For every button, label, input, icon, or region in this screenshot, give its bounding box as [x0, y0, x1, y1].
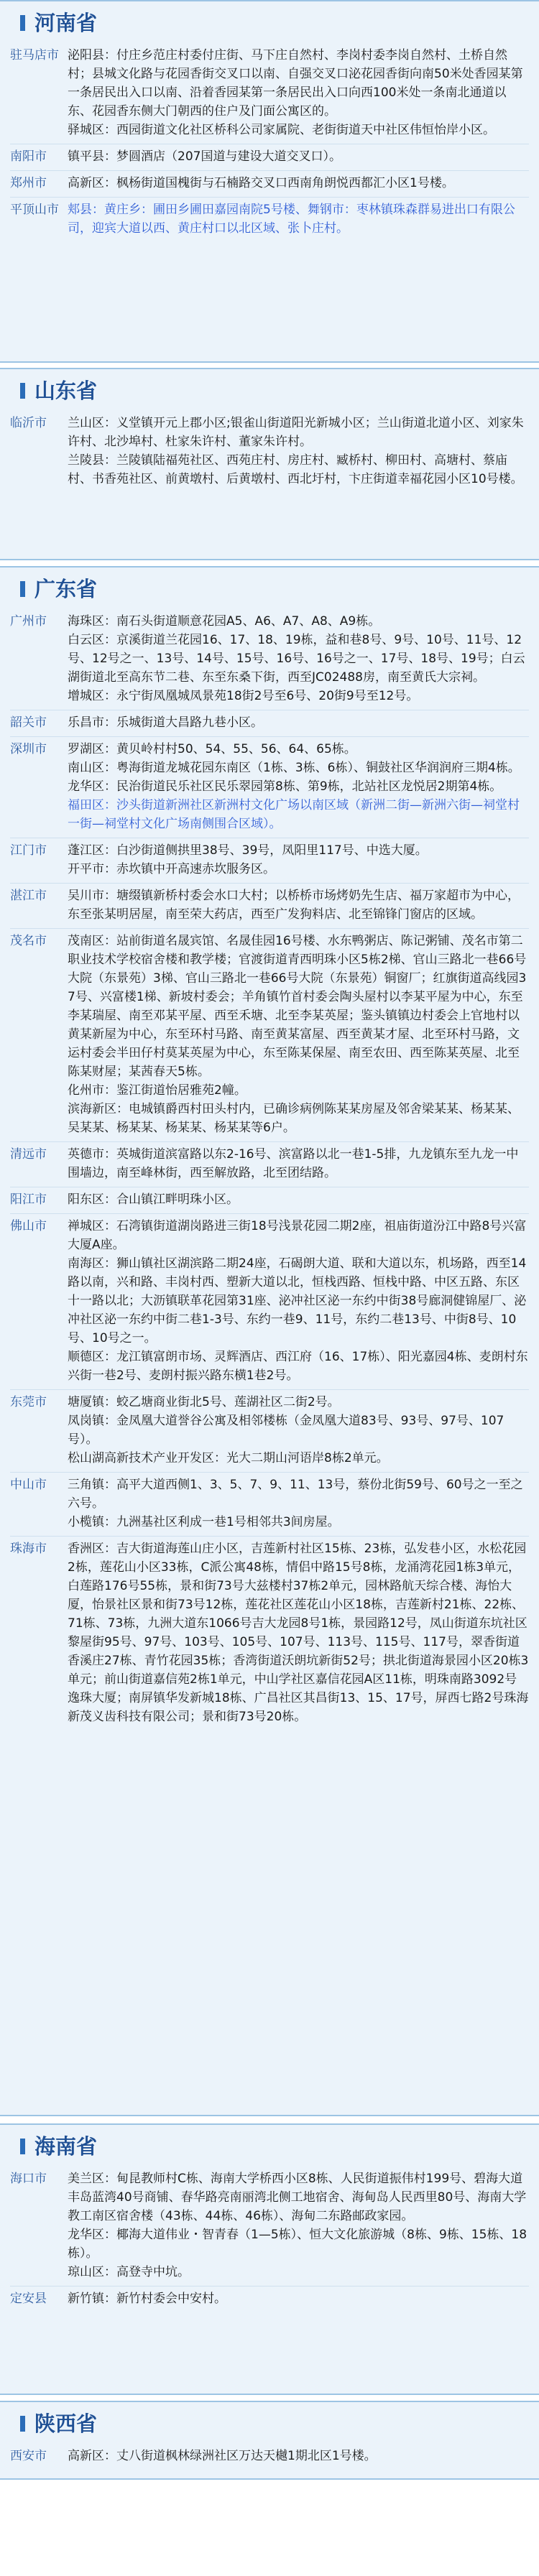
- city-content: [68, 740, 529, 833]
- district-entry: 松山湖高新技术产业开发区：光大二期山河语岸8栋2单元。: [68, 1451, 389, 1465]
- city-name: 清远市: [10, 1147, 47, 1162]
- province-title: 海南省: [34, 2134, 98, 2159]
- province-body: [10, 2167, 529, 2312]
- district-entry: 吴川市：塘缀镇新桥村委会水口大村；以桥桥市场烤奶先生店、福万家超市为中心，东至张某明居屋，南至荣大药店，西至广发狗料店、北至锦锋门窗店的区域。: [68, 889, 520, 922]
- district-entry: 凤岗镇：金凤凰大道誉谷公寓及相邻楼栋（金凤凰大道83号、93号、97号、107号）。: [68, 1414, 505, 1447]
- district-entry: 南海区：狮山镇社区湖滨路二期24座，石碣朗大道、联和大道以东，机场路，西至14路以南，兴和路、丰岗村西、塑新大道以北，恒栈西路、恒栈中路、中区五路、东区十一路以北；大沥镇联革花园第31座、泌冲社区泌一东约中街38号廊洞健锦屋厂、泌冲社区泌一东约中街二巷1-3号、东约一巷9、11号，东约二巷13号、中街8号、10号、10号之一。: [68, 1256, 527, 1345]
- city-name: 平顶山市: [10, 203, 59, 217]
- city-content: [68, 147, 529, 166]
- district-entry: 小榄镇：九洲基社区利成一巷1号相邻共3间房屋。: [68, 1515, 340, 1529]
- district-entry: 罗湖区：黄贝岭村村50、54、55、56、64、65栋。: [68, 742, 356, 756]
- city-content: [68, 2289, 529, 2308]
- city-name: 中山市: [10, 1478, 47, 1492]
- province-title: 河南省: [34, 11, 98, 35]
- city-name: 郑州市: [10, 176, 47, 190]
- city-name: 西安市: [10, 2449, 47, 2463]
- city-row: [10, 710, 529, 737]
- district-entry: 禅城区：石湾镇街道湖岗路进三街18号浅景花园二期2座，祖庙街道汾江中路8号兴富大厦A座。: [68, 1219, 527, 1252]
- city-row: [10, 2287, 529, 2312]
- district-entry: 三角镇：高平大道西侧1、3、5、7、9、11、13号，蔡份北街59号、60号之一至之六号。: [68, 1478, 523, 1511]
- city-name: 南阳市: [10, 149, 47, 164]
- city-name: 临沂市: [10, 416, 47, 430]
- province-body: [10, 43, 529, 242]
- district-entry: 泌阳县：付庄乡范庄村委付庄街、马下庄自然村、李岗村委李岗自然村、土桥自然村；县城文化路与花园香街交叉口以南、自强交叉口泌花园香街向南50米处香园某第一条居民出入口以南、沿着香园某第一条居民出入口向西100米处一条南北通道以东、花园香东侧大门朝西的住户及门面公寓区的。: [68, 48, 523, 119]
- city-name: 广州市: [10, 614, 47, 629]
- district-entry: 增城区：永宁街凤凰城凤景苑18街2号至6号、20街9号至12号。: [68, 689, 419, 703]
- province-title: 广东省: [34, 577, 98, 601]
- province-body: [10, 2444, 529, 2470]
- district-entry: 海珠区：南石头街道顺意花园A5、A6、A7、A8、A9栋。: [68, 614, 381, 629]
- province-section-shandong: [0, 368, 539, 560]
- district-entry: 顺德区：龙江镇富朗市场、灵辉酒店、西江府（16、17栋）、阳光嘉园4栋、麦朗村东兴街一巷2号、麦朗村振兴路东横1巷2号。: [68, 1350, 528, 1383]
- district-entry: 福田区：沙头街道新洲社区新洲村文化广场以南区域（新洲二街—新洲六街—祠堂村一街—祠堂村文化广场南侧围合区域）。: [68, 798, 520, 831]
- city-name: 阳江市: [10, 1192, 47, 1207]
- city-content: [68, 886, 529, 924]
- district-entry: 高新区：枫杨街道国槐街与石楠路交叉口西南角朗悦西都汇小区1号楼。: [68, 176, 454, 190]
- district-entry: 蓬江区：白沙街道侧拱里38号、39号，凤阳里117号、中选大厦。: [68, 843, 428, 858]
- city-row: [10, 198, 529, 242]
- city-row: [10, 1187, 529, 1214]
- city-row: [10, 2167, 529, 2287]
- city-content: [68, 200, 529, 238]
- district-entry: 龙华区：民治街道民乐社区民乐翠园第8栋、第9栋，北站社区龙悦居2期第4栋。: [68, 779, 502, 794]
- province-section-henan: [0, 0, 539, 363]
- city-content: [68, 1393, 529, 1468]
- district-entry: 阳东区：合山镇江畔明珠小区。: [68, 1192, 239, 1207]
- district-entry: 郏县：黄庄乡：圃田乡圃田嘉园南院5号楼、舞钢市：枣林镇珠森群易进出口有限公司，迎宾大道以西、黄庄村口以北区域、张卜庄村。: [68, 203, 515, 236]
- district-entry: 南山区：粤海街道龙城花园东南区（1栋、3栋、6栋）、铜鼓社区华润润府三期4栋。: [68, 761, 520, 775]
- district-entry: 英德市：英城街道滨富路以东2-16号、滨富路以北一巷1-5排，九龙镇东至九龙一中围墙边，南至峰林街，西至解放路，北至团结路。: [68, 1147, 519, 1180]
- city-row: [10, 1537, 529, 1731]
- district-entry: 开平市：赤坎镇中开高速赤坎服务区。: [68, 862, 275, 876]
- city-row: [10, 171, 529, 198]
- district-entry: 香洲区：吉大街道海莲山庄小区，吉莲新村社区15栋、23栋，弘发巷小区，水松花园2栋，莲花山小区33栋，C派公寓48栋，情侣中路15号8栋，龙涌湾花园1栋3单元，白莲路176号55栋，景和街73号大兹楼村37栋2单元，园林路航天综合楼、海怡大厦，怡景社区景和街73号12栋，莲花社区莲花山小区18栋，吉莲新村21栋、22栋、71栋、73栋，九洲大道东1066号吉大龙园8号1栋，景园路12号，凤山街道东坑社区黎屋街95号、97号、103号、105号、107号、113号、115号、117号，翠香街道香溪庄27栋、青竹花园35栋；香湾街道沃朗坑新街52号；拱北街道海景园小区20栋3单元；前山街道嘉信苑2栋1单元，中山学社区嘉信花园A区11栋，明珠南路3092号逸珠大厦；南屏镇华发新城18栋、广昌社区其昌街13、15、17号，屏西七路2号珠海新茂义齿科技有限公司；景和街73号20栋。: [68, 1542, 529, 1724]
- province-section-guangdong: [0, 566, 539, 2116]
- city-row: [10, 144, 529, 171]
- district-entry: 高新区：丈八街道枫林绿洲社区万达天樾1期北区1号楼。: [68, 2449, 377, 2463]
- province-body: [10, 609, 529, 1731]
- district-entry: 龙华区：椰海大道伟业・智青春（1—5栋）、恒大文化旅游城（8栋、9栋、15栋、18栋）。: [68, 2228, 528, 2261]
- city-row: [10, 2444, 529, 2470]
- district-entry: 滨海新区：电城镇爵西村田头村内，已确诊病例陈某某房屋及邻舍梁某某、杨某某、吴某某、杨某某、杨某某、杨某某等6户。: [68, 1102, 520, 1135]
- district-entry: 镇平县：梦圆酒店（207国道与建设大道交叉口）。: [68, 149, 341, 164]
- city-row: [10, 43, 529, 144]
- city-content: [68, 2169, 529, 2281]
- city-name: 定安县: [10, 2292, 47, 2306]
- city-content: [68, 414, 529, 488]
- district-entry: 乐昌市：乐城街道大昌路九巷小区。: [68, 715, 263, 730]
- city-name: 佛山市: [10, 1219, 47, 1233]
- city-content: [68, 174, 529, 193]
- district-entry: 驿城区：西园街道文化社区桥科公司家属院、老街街道天中社区伟恒怡岸小区。: [68, 123, 495, 137]
- city-name: 韶关市: [10, 715, 47, 730]
- district-entry: 兰山区：义堂镇开元上郡小区;银雀山街道阳光新城小区；兰山街道北道小区、刘家朱许村、北沙埠村、杜家朱许村、董家朱许村。: [68, 416, 524, 449]
- province-body: [10, 411, 529, 493]
- city-content: [68, 2447, 529, 2465]
- district-entry: 琼山区：高登寺中坑。: [68, 2265, 190, 2279]
- district-entry: 美兰区：甸昆教师村C栋、海南大学桥西小区8栋、人民街道振伟村199号、碧海大道丰岛蓝湾40号商铺、春华路亮南丽湾北侧工地宿舍、海甸岛人民西里80号、海南大学教工南区宿舍楼（43栋、44栋、46栋）、海甸二东路邮政家园。: [68, 2172, 527, 2223]
- district-entry: 化州市：鉴江街道怡居雅苑2幢。: [68, 1083, 247, 1098]
- city-name: 珠海市: [10, 1542, 47, 1556]
- district-entry: 茂南区：站前街道名晟宾馆、名晟佳园16号楼、水东鸭粥店、陈记粥铺、茂名市第二职业技术学校宿舍楼和教学楼；官渡街道青西明珠小区5栋2梯、官山三路北一巷66号大院（东景苑）3梯、官山三路北一巷66号大院（东景苑）铜窗厂；红旗街道高线园37号、兴富楼1梯、新坡村委会；羊角镇竹首村委会陶头屋村以李某平屋为中心，东至李某瑞屋、南至邓某平屋、西至禾塘、北至李某英屋；鉴头镇镇边村委会上官地村以黄某新屋为中心，东至环村马路、南至黄某富屋、西至黄某才屋、北至环村马路，文运村委会半田仔村莫某英屋为中心，东至陈某保屋、南至农田、西至陈某英屋、北至陈某财屋；某茜春天5栋。: [68, 934, 527, 1079]
- city-content: [68, 612, 529, 705]
- district-entry: 白云区：京溪街道兰花园16、17、18、19栋，益和巷8号、9号、10号、11号、12号、12号之一、13号、14号、15号、16号、16号之一、17号、18号、19号；白云湖街道北至高东节二巷、东至东桑下街，西至JC02488房，南至黄氏大宗祠。: [68, 633, 525, 685]
- city-content: [68, 1145, 529, 1182]
- city-row: [10, 411, 529, 493]
- city-name: 东莞市: [10, 1395, 47, 1409]
- city-row: [10, 1142, 529, 1187]
- city-name: 驻马店市: [10, 48, 59, 62]
- city-content: [68, 1190, 529, 1209]
- district-entry: 兰陵县：兰陵镇陆福苑社区、西苑庄村、房庄村、臧桥村、柳田村、高塘村、蔡庙村、书香苑社区、前黄墩村、后黄墩村、西北圩村，卞庄街道幸福花园小区10号楼。: [68, 453, 523, 486]
- city-row: [10, 1214, 529, 1390]
- city-name: 江门市: [10, 843, 47, 858]
- city-name: 湛江市: [10, 889, 47, 903]
- city-name: 海口市: [10, 2172, 47, 2186]
- city-row: [10, 929, 529, 1142]
- city-row: [10, 838, 529, 884]
- province-title: 山东省: [34, 379, 98, 403]
- province-section-shaanxi: [0, 2401, 539, 2480]
- district-entry: 塘厦镇：蛟乙塘商业街北5号、莲湖社区二街2号。: [68, 1395, 340, 1409]
- city-row: [10, 884, 529, 929]
- province-title: 陕西省: [34, 2411, 98, 2436]
- city-row: [10, 1390, 529, 1473]
- city-row: [10, 737, 529, 838]
- district-entry: 新竹镇：新竹村委会中安村。: [68, 2292, 226, 2306]
- city-row: [10, 1473, 529, 1537]
- city-content: [68, 841, 529, 879]
- city-content: [68, 46, 529, 139]
- city-name: 茂名市: [10, 934, 47, 948]
- city-row: [10, 609, 529, 710]
- city-content: [68, 1539, 529, 1726]
- city-content: [68, 1217, 529, 1385]
- city-content: [68, 713, 529, 732]
- province-section-hainan: [0, 2123, 539, 2395]
- city-content: [68, 932, 529, 1137]
- city-name: 深圳市: [10, 742, 47, 756]
- city-content: [68, 1475, 529, 1532]
